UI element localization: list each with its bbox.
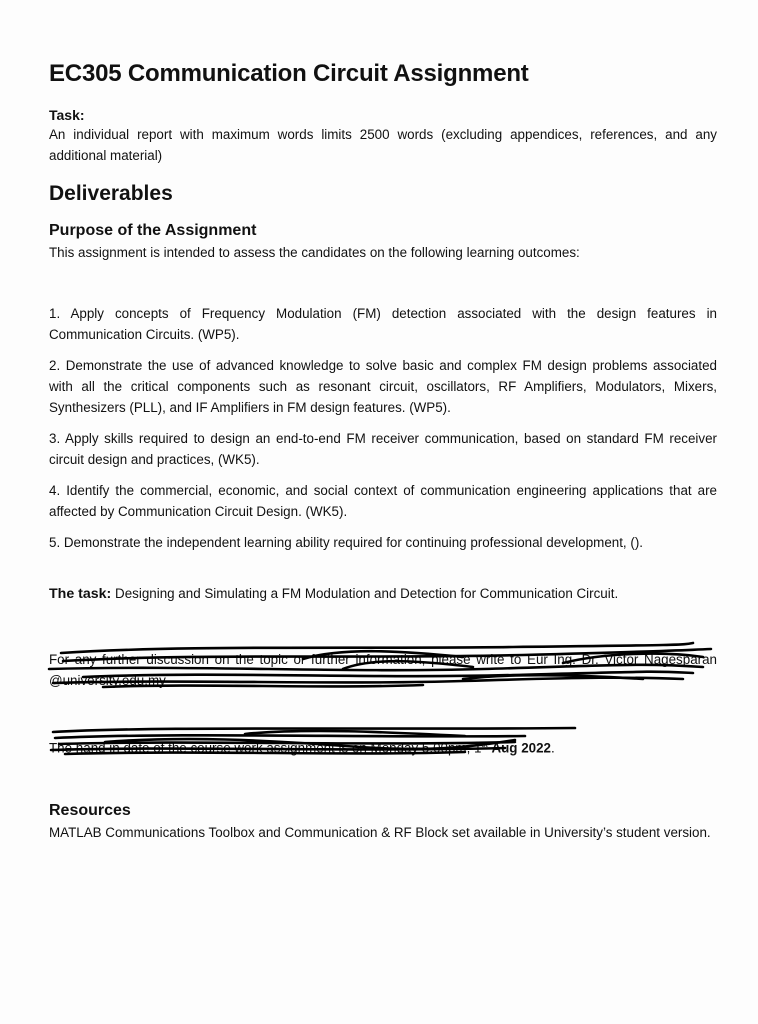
outcome-item (49, 355, 717, 418)
contact-section (49, 649, 717, 691)
outcome-text: 1. Apply concepts of Frequency Modulation (FM) detection associated with the design features in Communication Circuits. (WP5). (49, 306, 717, 342)
the-task-line (49, 583, 717, 605)
outcome-item (49, 303, 717, 345)
the-task-text: Designing and Simulating a FM Modulation and Detection for Communication Circuit. (115, 586, 619, 601)
task-label: Task: (49, 107, 85, 123)
contact-text: For any further discussion on the topic or further information, please write to Eur Ing. Dr. Victor Nagesparan @university.edu.my (49, 652, 717, 688)
outcome-item (49, 532, 717, 553)
resources-text: MATLAB Communications Toolbox and Communication & RF Block set available in University’s student version. (49, 825, 711, 841)
due-date-end: . (551, 740, 555, 756)
outcome-item (49, 428, 717, 470)
document-content (49, 58, 717, 843)
purpose-intro: This assignment is intended to assess the candidates on the following learning outcomes: (49, 245, 580, 260)
outcome-text: 5. Demonstrate the independent learning ability required for continuing professional development, (). (49, 535, 644, 550)
due-date-text: The hand in date of the course work assignment is on Monday 5.00pm, 1 (49, 740, 482, 756)
resources-heading: Resources (49, 802, 131, 820)
the-task-label: The task: (49, 586, 112, 602)
outcome-text: 4. Identify the commercial, economic, and social context of communication engineering applications that are affected by Communication Circuit Design. (WK5). (49, 483, 717, 519)
outcome-text: 2. Demonstrate the use of advanced knowledge to solve basic and complex FM design problems associated with all the critical components such as resonant circuit, oscillators, RF Amplifiers, Modulators, Mixers, Synthesizers (PLL), and IF Amplifiers in FM design features. (WP5). (49, 358, 717, 415)
learning-outcomes-list (49, 303, 717, 553)
document-title: EC305 Communication Circuit Assignment (49, 60, 529, 87)
purpose-heading: Purpose of the Assignment (49, 222, 257, 239)
deliverables-heading: Deliverables (49, 182, 173, 205)
outcome-text: 3. Apply skills required to design an end-to-end FM receiver communication, based on standard FM receiver circuit design and practices, (WK5). (49, 431, 717, 467)
task-description: An individual report with maximum words limits 2500 words (excluding appendices, references, and any additional material) (49, 127, 717, 163)
outcome-item (49, 480, 717, 522)
due-date-section (49, 734, 717, 758)
due-date-line: The hand in date of the course work assignment is on Monday 5.00pm, 1st Aug 2022. (49, 740, 555, 756)
due-date-bold: Aug 2022 (491, 740, 551, 756)
